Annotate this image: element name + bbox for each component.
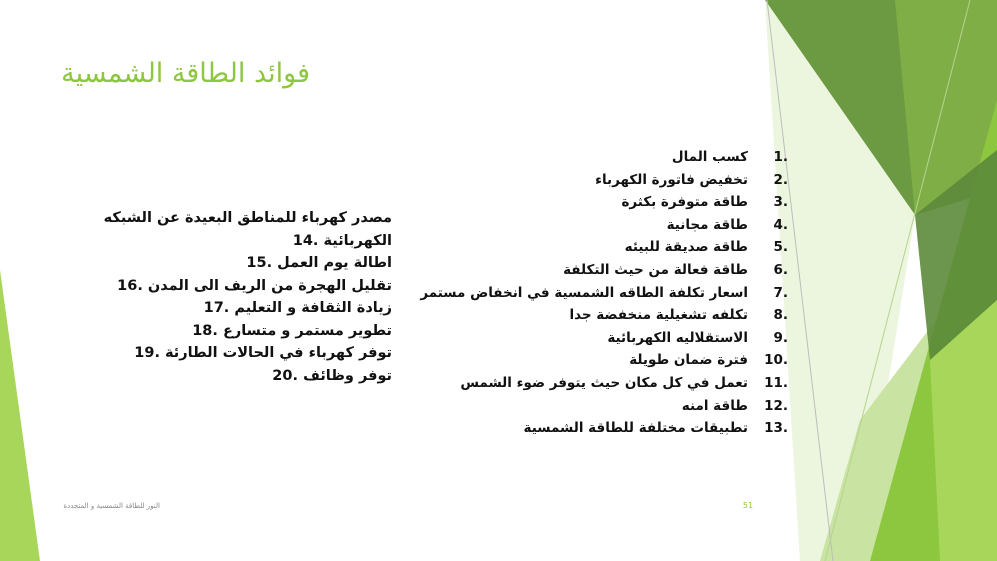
item-text: توفر كهرباء في الحالات الطارئة [165, 345, 392, 361]
benefits-list-left [100, 207, 392, 387]
left-edge-accent [0, 270, 40, 561]
item-number: .3 [773, 194, 788, 211]
item-text: تعمل في كل مكان حيث يتوفر ضوء الشمس [460, 374, 748, 391]
item-number: .2 [773, 171, 788, 188]
item-text: تطبيقات مختلفة للطاقة الشمسية [523, 420, 748, 437]
item-text: طاقة فعالة من حيث التكلفة [563, 261, 748, 278]
list-item [470, 191, 788, 214]
item-text: اسعار تكلفة الطاقه الشمسية في انخفاض مستمر [420, 284, 748, 301]
item-number: .11 [764, 374, 788, 391]
item-text: مصدر كهرباء للمناطق البعيدة عن الشبكه الكهربائية [103, 210, 392, 249]
item-text: طاقة امنه [681, 397, 748, 414]
item-text: توفر وظائف [303, 367, 392, 384]
list-item [100, 207, 392, 252]
item-number: .19 [134, 345, 160, 361]
list-item [100, 297, 392, 320]
list-item [470, 169, 788, 192]
item-number: .17 [203, 300, 230, 316]
item-text: الاستقلاليه الكهربائية [607, 329, 748, 346]
item-number: .18 [192, 322, 218, 339]
item-number: .1 [773, 149, 788, 165]
item-text: طاقة متوفرة بكثرة [621, 194, 748, 211]
item-number: .7 [773, 284, 788, 301]
list-item [100, 320, 392, 343]
list-item [100, 275, 392, 298]
list-item [470, 304, 788, 327]
item-text: تخفيض فاتورة الكهرباء [595, 171, 748, 188]
item-number: .16 [117, 277, 143, 294]
list-item [420, 282, 788, 305]
list-item [470, 214, 788, 237]
item-number: .12 [764, 397, 788, 414]
page-number: 51 [742, 501, 754, 510]
item-number: .15 [246, 255, 273, 271]
item-number: .4 [773, 216, 788, 233]
item-text: طاقة صديقة للبيئه [624, 239, 748, 256]
list-item [100, 252, 392, 275]
list-item [460, 372, 788, 395]
item-text: طاقة مجانية [666, 216, 748, 233]
list-item [470, 417, 788, 440]
item-text: زيادة الثقافة و التعليم [234, 300, 392, 316]
item-number: .10 [764, 352, 788, 369]
item-number: .20 [272, 367, 298, 384]
list-item [100, 342, 392, 365]
item-number: .6 [773, 261, 788, 278]
item-text: كسب المال [671, 149, 748, 165]
list-item [100, 365, 392, 388]
item-text: تطوير مستمر و متسارع [222, 322, 392, 339]
benefits-list-right [420, 146, 788, 440]
item-text: فترة ضمان طويلة [629, 352, 748, 369]
item-text: تكلفه تشغيلية منخفضة جدا [569, 307, 748, 324]
item-text: اطالة يوم العمل [277, 255, 392, 271]
list-item [470, 349, 788, 372]
item-number: .9 [773, 329, 788, 346]
footer-text: النور للطاقة الشمسية و المتجددة [63, 502, 160, 510]
item-number: .14 [292, 232, 319, 249]
list-item [470, 236, 788, 259]
item-number: .13 [764, 420, 788, 437]
item-text: تقليل الهجرة من الريف الى المدن [147, 277, 392, 294]
list-item [470, 327, 788, 350]
slide-title: فوائد الطاقة الشمسية [61, 58, 310, 89]
list-item [470, 395, 788, 418]
item-number: .8 [773, 307, 788, 324]
list-item [470, 146, 788, 169]
list-item [470, 259, 788, 282]
item-number: .5 [773, 239, 788, 256]
